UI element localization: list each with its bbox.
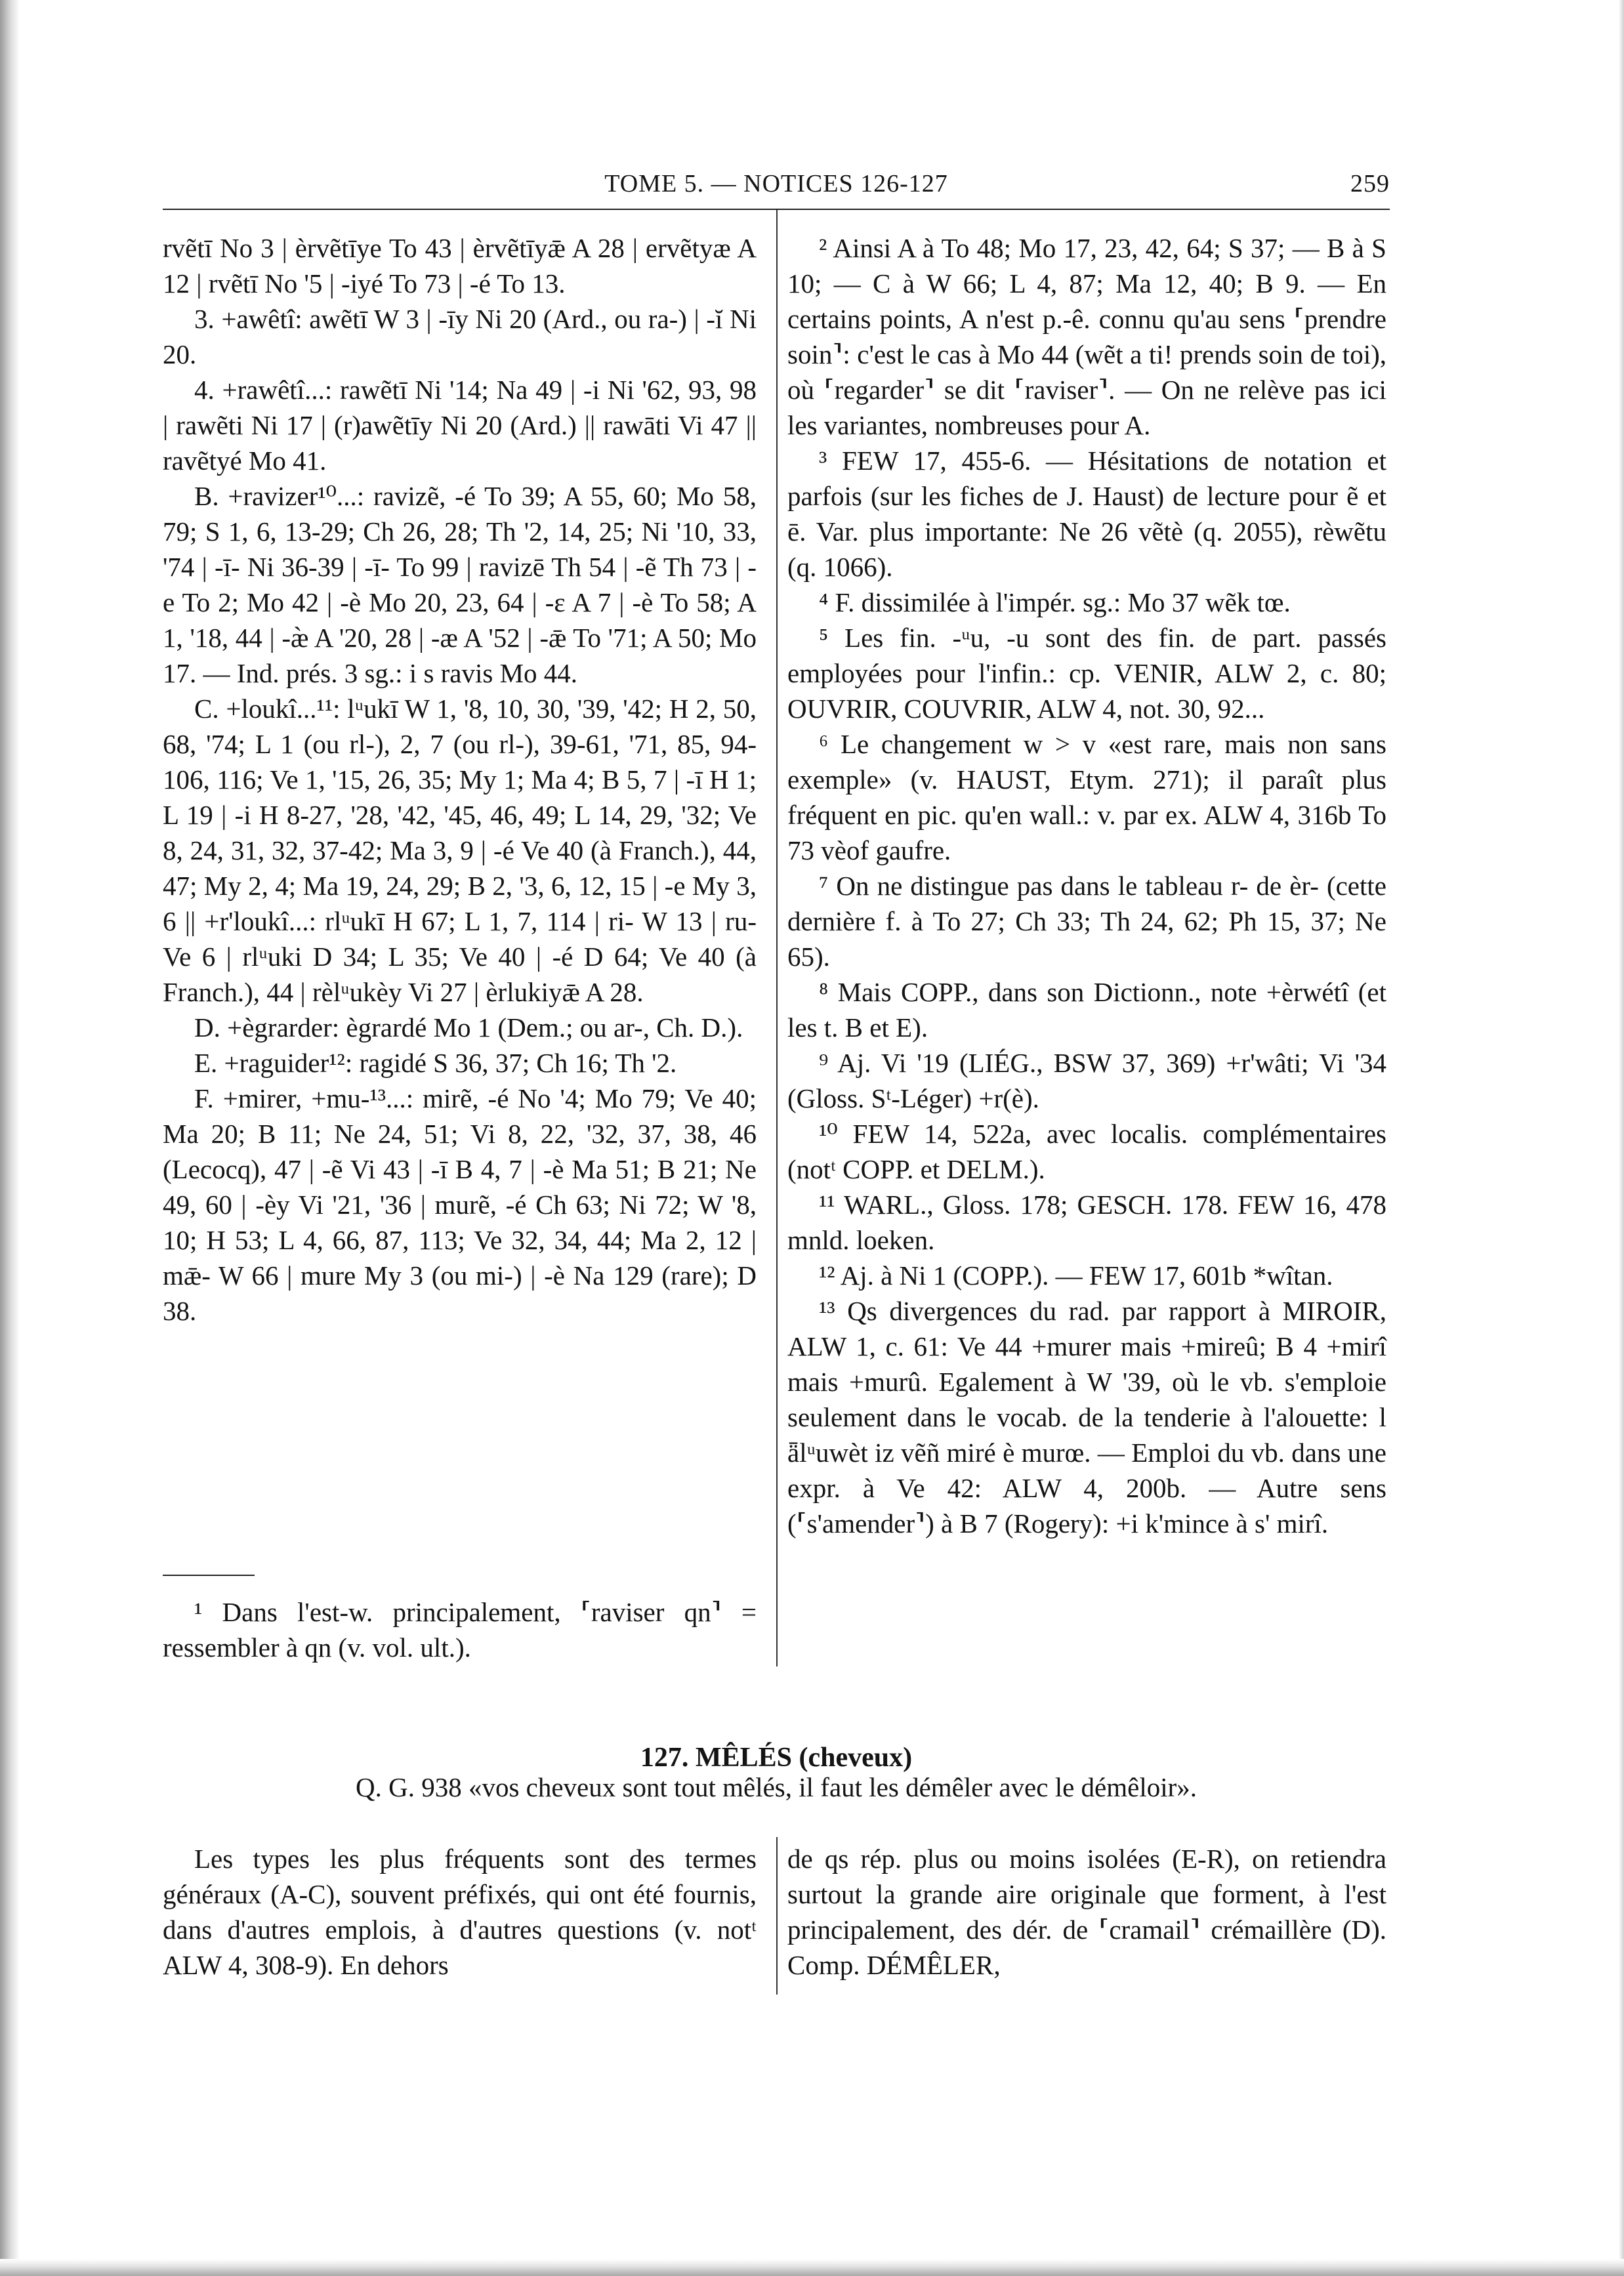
footnote: ⁷ On ne distingue pas dans le tableau r- de èr- (cette dernière f. à To 27; Ch 33; Th 24, 62; Ph 15, 37; Ne 65). [787,871,1386,972]
footnote: ¹⁰ FEW 14, 522a, avec localis. complémentaires (notᵗ COPP. et DELM.). [787,1119,1386,1184]
survey-question: Q. G. 938 «vos cheveux sont tout mêlés, il faut les démêler avec le démêloir». [355,1772,1197,1802]
running-head [163,169,1390,202]
left-column [163,230,757,1329]
running-head-title: TOME 5. — NOTICES 126-127 [604,170,948,197]
paragraph: B. +ravizer¹⁰...: ravizẽ, -é To 39; A 55, 60; Mo 58, 79; S 1, 6, 13-29; Ch 26, 28; Th '2, 14, 25; Ni '10, 33, '74 | -ī- Ni 36-39 | -ī- To 99 | ravizē Th 54 | -ẽ Th 73 | -e To 2; Mo 42 | -è Mo 20, 23, 64 | -ɛ A 7 | -è To 58; A 1, '18, 44 | -æ̀ A '20, 28 | -æ A '52 | -ǣ To '71; A 50; Mo 17. — Ind. prés. 3 sg.: i s ravis Mo 44. [163,481,757,688]
paragraph: D. +ègrarder: ègrardé Mo 1 (Dem.; ou ar-, Ch. D.). [194,1012,743,1043]
column-divider-bottom [776,1837,778,1995]
footnote: ¹¹ WARL., Gloss. 178; GESCH. 178. FEW 16, 478 mnld. loeken. [787,1190,1386,1255]
footnote: ⁵ Les fin. -ᵘu, -u sont des fin. de part. passés employées pour l'infin.: cp. VENIR, ALW 2, c. 80; OUVRIR, COUVRIR, ALW 4, not. 30, 92... [787,623,1386,724]
footnote-rule [163,1575,255,1576]
paragraph: E. +raguider¹²: ragidé S 36, 37; Ch 16; Th '2. [194,1048,677,1078]
footnote: ⁶ Le changement w > v «est rare, mais non sans exemple» (v. HAUST, Etym. 271); il paraît plus fréquent en pic. qu'en wall.: v. par ex. ALW 4, 316b To 73 vèof gaufre. [787,729,1386,865]
paragraph: C. +loukî...¹¹: lᵘukī W 1, '8, 10, 30, '39, '42; H 2, 50, 68, '74; L 1 (ou rl-), 2, 7 (ou rl-), 39-61, '71, 85, 94-106, 116; Ve 1, '15, 26, 35; My 1; Ma 4; B 5, 7 | -ī H 1; L 19 | -i H 8-27, '28, '42, '45, 46, 49; L 14, 29, '32; Ve 8, 24, 31, 32, 37-42; Ma 3, 9 | -é Ve 40 (à Franch.), 44, 47; My 2, 4; Ma 19, 24, 29; B 2, '3, 6, 12, 15 | -e My 3, 6 || +r'loukî...: rlᵘukī H 67; L 1, 7, 114 | ri- W 13 | ru- Ve 6 | rlᵘuki D 34; L 35; Ve 40 | -é D 64; Ve 40 (à Franch.), 44 | rèlᵘukèy Vi 27 | èrlukiyǣ A 28. [163,693,757,1007]
left-footnotes [163,1594,757,1665]
paragraph: 3. +awêtî: awẽtī W 3 | -īy Ni 20 (Ard., ou ra-) | -ĭ Ni 20. [163,304,757,369]
bottom-right-column [787,1841,1386,1983]
section-title: 127. MÊLÉS (cheveux) [640,1742,913,1773]
footnote: ⁹ Aj. Vi '19 (LIÉG., BSW 37, 369) +r'wâti; Vi '34 (Gloss. Sᵗ-Léger) +r(è). [787,1048,1386,1113]
scan-shadow-bottom [0,2259,1624,2276]
footnote: ¹³ Qs divergences du rad. par rapport à MIROIR, ALW 1, c. 61: Ve 44 +murer mais +mireû; B 4 +mirî mais +murû. Egalement à W '39, où le vb. s'emploie seulement dans le vocab. de la tenderie à l'alouette: l ǟlᵘuwèt iz vẽñ miré è murœ. — Emploi du vb. dans une expr. à Ve 42: ALW 4, 200b. — Autre sens (⸢s'amender⸣) à B 7 (Rogery): +i k'mince à s' mirî. [787,1296,1386,1539]
paragraph: de qs rép. plus ou moins isolées (E-R), on retiendra surtout la grande aire originale que forment, à l'est principalement, des dér. de ⸢cramail⸣ crémaillère (D). Comp. DÉMÊLER, [787,1844,1386,1980]
scan-shadow-left [0,0,20,2276]
column-divider-top [776,210,778,1666]
paragraph: 4. +rawêtî...: rawẽtī Ni '14; Na 49 | -i Ni '62, 93, 98 | rawẽti Ni 17 | (r)awẽtīy Ni 20 (Ard.) || rawāti Vi 47 || ravẽtyé Mo 41. [163,375,757,476]
bottom-left-column [163,1841,757,1983]
right-column-footnotes [787,230,1386,1541]
footnote: ² Ainsi A à To 48; Mo 17, 23, 42, 64; S 37; — B à S 10; — C à W 66; L 4, 87; Ma 12, 40; B 9. — En certains points, A n'est p.-ê. connu qu'au sens ⸢prendre soin⸣: c'est le cas à Mo 44 (wẽt a ti! prends soin de toi), où ⸢regarder⸣ se dit ⸢raviser⸣. — On ne relève pas ici les variantes, nombreuses pour A. [787,233,1386,440]
scan-shadow-right [1619,0,1624,2276]
paragraph: Les types les plus fréquents sont des termes généraux (A-C), souvent préfixés, qui ont été fournis, dans d'autres emplois, à d'autres questions (v. notᵗ ALW 4, 308-9). En dehors [163,1844,757,1980]
paragraph: F. +mirer, +mu-¹³...: mirẽ, -é No '4; Mo 79; Ve 40; Ma 20; B 11; Ne 24, 51; Vi 8, 22, '32, 37, 38, 46 (Lecocq), 47 | -ẽ Vi 43 | -ī B 4, 7 | -è Ma 51; B 21; Ne 49, 60 | -èy Vi '21, '36 | murẽ, -é Ch 63; Ni 72; W '8, 10; H 53; L 4, 66, 87, 113; Ve 32, 34, 44; Ma 2, 12 | mǣ- W 66 | mure My 3 (ou mi-) | -è Na 129 (rare); D 38. [163,1083,757,1326]
paragraph: rvẽtī No 3 | èrvẽtīye To 43 | èrvẽtīyǣ A 28 | ervẽtyæ A 12 | rvẽtī No '5 | -iyé To 73 | -é To 13. [163,233,757,299]
footnote: ¹ Dans l'est-w. principalement, ⸢raviser qn⸣ = ressembler à qn (v. vol. ult.). [163,1597,757,1663]
footnote: ³ FEW 17, 455-6. — Hésitations de notation et parfois (sur les fiches de J. Haust) de lecture pour ẽ et ē. Var. plus importante: Ne 26 vẽtè (q. 2055), rèwẽtu (q. 1066). [787,445,1386,582]
footnote: ¹² Aj. à Ni 1 (COPP.). — FEW 17, 601b *wîtan. [819,1260,1333,1291]
page-number: 259 [1350,170,1390,197]
footnote: ⁸ Mais COPP., dans son Dictionn., note +èrwétî (et les t. B et E). [787,977,1386,1043]
footnote: ⁴ F. dissimilée à l'impér. sg.: Mo 37 wẽk tœ. [819,587,1291,617]
